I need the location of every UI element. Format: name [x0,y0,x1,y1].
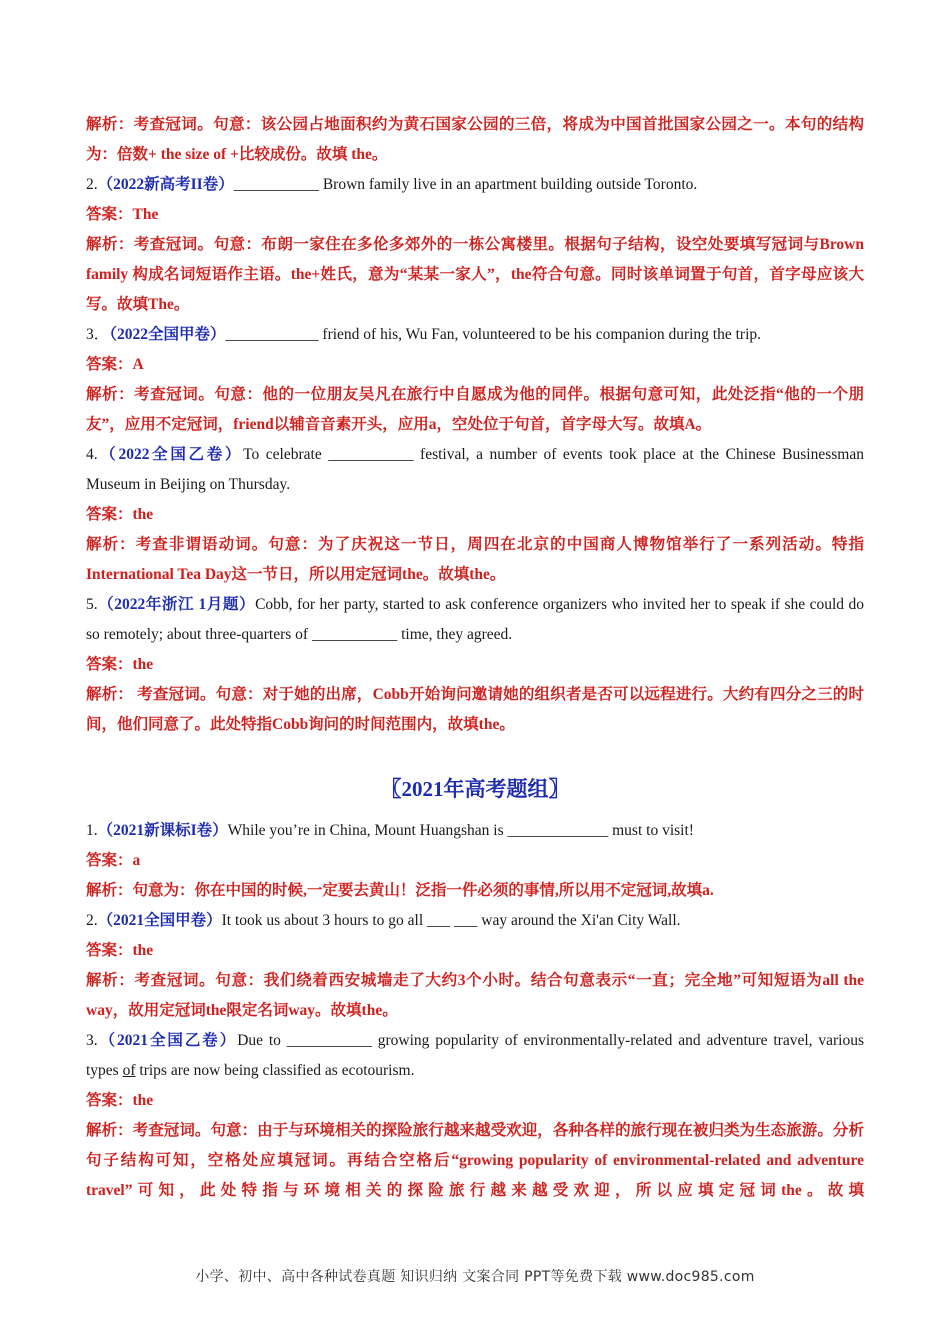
underlined-word: of [122,1062,136,1079]
question-line [86,906,864,936]
question-text: To celebrate ___________ festival, a number of events took place at the Chinese Businessman Museum in Beijing on Thursday. [86,446,864,493]
question-line [86,440,864,500]
question-source: （2021全国乙卷） [97,1032,238,1049]
question-source: （2022全国甲卷） [109,326,226,343]
question-line [86,816,864,846]
analysis: 解析： 考查冠词。句意：对于她的出席，Cobb开始询问邀请她的组织者是否可以远程进行。大约有四分之三的时间，他们同意了。此处特指Cobb询问的时间范围内，故填the。 [86,686,864,733]
page-footer: 小学、初中、高中各种试卷真题 知识归纳 文案合同 PPT等免费下载 www.doc985.com [195,1269,755,1285]
analysis: 解析：考查非谓语动词。句意：为了庆祝这一节日，周四在北京的中国商人博物馆举行了一系列活动。特指International Tea Day这一节日，所以用定冠词the。故填the。 [86,536,864,583]
question-text: Cobb, for her party, started to ask conference organizers who invited her to speak if she could do so remotely; about three-quarters of ___________ time, they agreed. [86,596,864,643]
answer: 答案：The [86,206,159,223]
analysis: 解析：句意为：你在中国的时候,一定要去黄山！泛指一件必须的事情,所以用不定冠词,故填a. [86,882,714,899]
question-text: While you’re in China, Mount Huangshan is _____________ must to visit! [227,822,694,839]
question-text: Due to ___________ growing popularity of environmentally-related and adventure travel, various types [86,1032,864,1079]
answer: 答案：the [86,656,154,673]
question-text: It took us about 3 hours to go all ___ ___ way around the Xi'an City Wall. [221,912,681,929]
question-number: 1. [86,822,98,839]
question-2021-1 [86,816,864,906]
answer: 答案：the [86,1092,154,1109]
question-line [86,170,864,200]
answer: 答案：the [86,942,154,959]
question-2022-2 [86,170,864,320]
question-number: 5. [86,596,98,613]
analysis: 解析：考查冠词。句意：布朗一家住在多伦多郊外的一栋公寓楼里。根据句子结构，设空处要填写冠词与Brown family 构成名词短语作主语。the+姓氏，意为“某某一家人”，the符合句意。同时该单词置于句首，首字母应该大写。故填The。 [86,236,864,313]
answer: 答案：the [86,506,154,523]
prev-item-analysis: 解析：考查冠词。句意：该公园占地面积约为黄石国家公园的三倍，将成为中国首批国家公园之一。本句的结构为：倍数+ the size of +比较成份。故填 the。 [86,116,864,163]
question-number: 3． [86,326,110,343]
question-line [86,590,864,650]
analysis: 解析：考查冠词。句意：由于与环境相关的探险旅行越来越受欢迎，各种各样的旅行现在被归类为生态旅游。分析句子结构可知，空格处应填冠词。再结合空格后“growing popularity of environmental-related and adventure travel”可知，此处特指与环境相关的探险旅行越来越受欢迎，所以应填定冠词the。故填 [86,1122,864,1199]
question-2022-3 [86,320,864,440]
answer: 答案：A [86,356,144,373]
question-line [86,1026,864,1086]
section-title: 〖2021年高考题组〗 [380,777,570,801]
answer: 答案：a [86,852,141,869]
question-number: 2. [86,912,98,929]
question-number: 2. [86,176,98,193]
question-2022-4 [86,440,864,590]
question-source: （2022新高考II卷） [97,176,234,193]
question-source: （2022全国乙卷） [97,446,244,463]
question-number: 4. [86,446,98,463]
question-number: 3. [86,1032,98,1049]
question-text-end: trips are now being classified as ecotourism. [135,1062,415,1079]
question-text: ___________ Brown family live in an apartment building outside Toronto. [233,176,698,193]
question-text: ____________ friend of his, Wu Fan, volunteered to be his companion during the trip. [225,326,762,343]
analysis: 解析：考查冠词。句意：他的一位朋友吴凡在旅行中自愿成为他的同伴。根据句意可知，此处泛指“他的一个朋友”，应用不定冠词，friend以辅音音素开头，应用a，空处位于句首，首字母大写。故填A。 [86,386,864,433]
document-page [86,110,864,1206]
question-source: （2021全国甲卷） [97,912,222,929]
question-2021-3 [86,1026,864,1206]
question-2022-5 [86,590,864,740]
question-line [86,320,864,350]
analysis: 解析：考查冠词。句意：我们绕着西安城墙走了大约3个小时。结合句意表示“一直；完全地”可知短语为all the way，故用定冠词the限定名词way。故填the。 [86,972,864,1019]
question-source: （2021新课标I卷） [97,822,228,839]
question-2021-2 [86,906,864,1026]
question-source: （2022年浙江 1月题） [97,596,256,613]
